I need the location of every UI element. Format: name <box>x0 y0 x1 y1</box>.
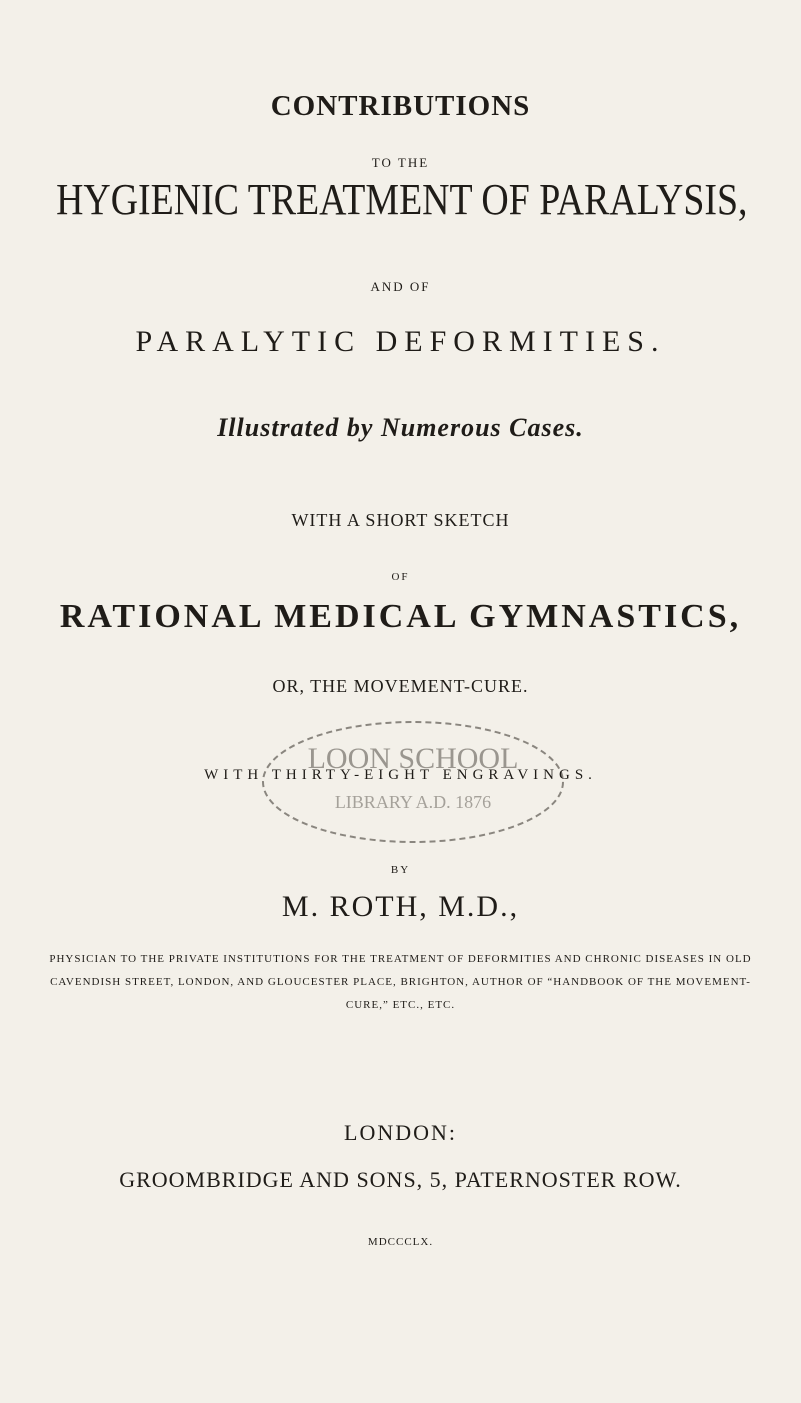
place: LONDON: <box>344 1120 457 1145</box>
by-line: BY <box>390 864 411 876</box>
author-name: M. ROTH, M.D., <box>281 890 520 923</box>
publisher: GROOMBRIDGE AND SONS, 5, PATERNOSTER ROW. <box>119 1167 682 1192</box>
topic-title: RATIONAL MEDICAL GYMNASTICS, <box>59 598 742 635</box>
heading: CONTRIBUTIONS <box>270 90 531 122</box>
stamp-top-text: LOON SCHOOL <box>307 742 519 775</box>
year: MDCCCLX. <box>367 1236 434 1248</box>
and-of: AND OF <box>370 279 431 294</box>
author-credentials: PHYSICIAN TO THE PRIVATE INSTITUTIONS FOR THE TREATMENT OF DEFORMITIES AND CHRONIC DISEASES IN OLD CAVENDISH STREET, LONDON, AND GLOUCESTER PLACE, BRIGHTON, AUTHOR OF “HANDBOOK OF THE MOVEMENT-CURE,” ETC., ETC. <box>49 953 752 1011</box>
stamp-middle-text: LIBRARY A.D. 1876 <box>334 792 492 812</box>
main-title: HYGIENIC TREATMENT OF PARALYSIS, <box>56 175 748 224</box>
subject-title: PARALYTIC DEFORMITIES. <box>135 325 666 358</box>
illustrated-line: Illustrated by Numerous Cases. <box>217 413 584 442</box>
of-line: OF <box>391 571 410 583</box>
with-sketch: WITH A SHORT SKETCH <box>291 510 510 530</box>
to-the: TO THE <box>371 155 430 170</box>
alt-title: OR, THE MOVEMENT-CURE. <box>272 676 529 696</box>
engravings-line: WITH THIRTY-EIGHT ENGRAVINGS. <box>204 767 597 783</box>
